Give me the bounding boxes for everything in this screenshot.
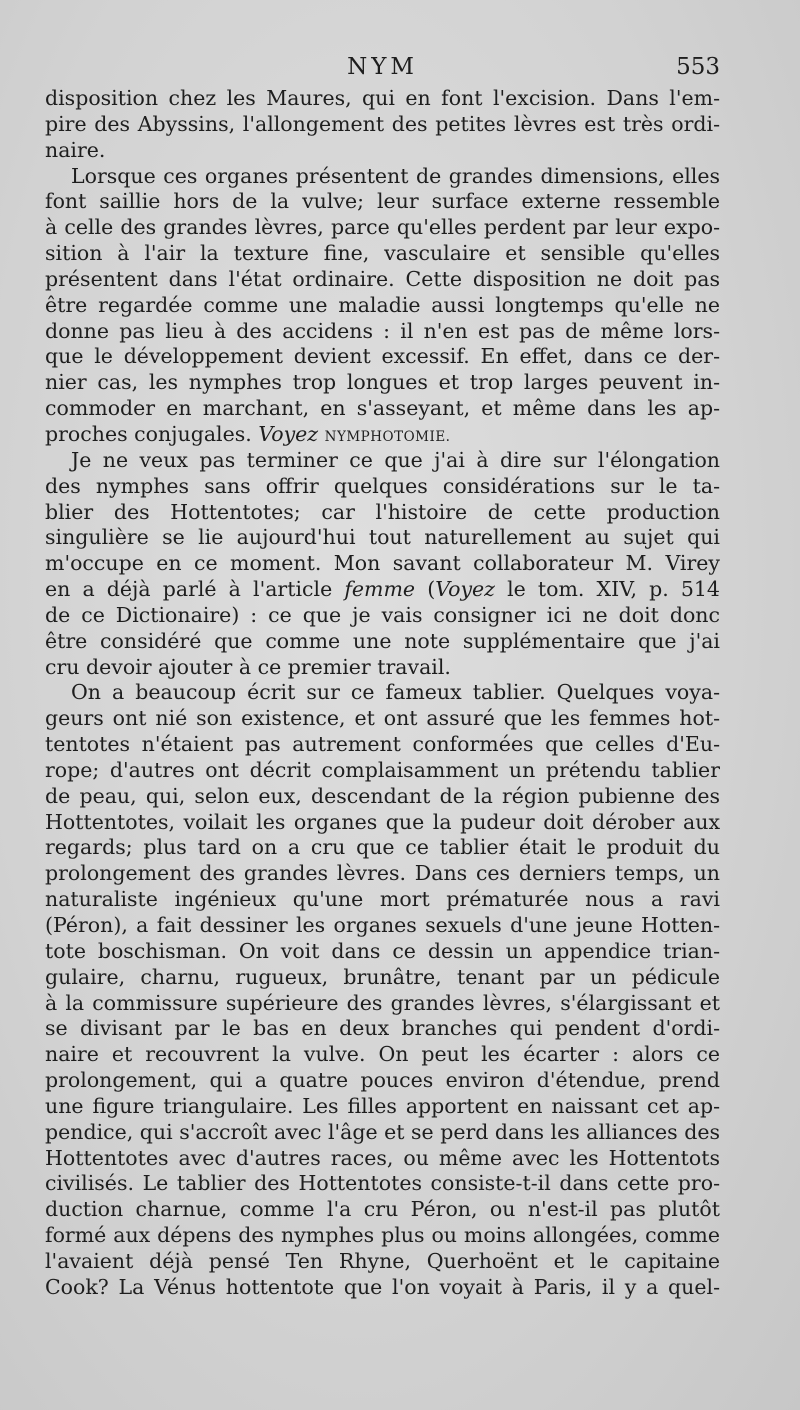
text-line: font saillie hors de la vulve; leur surface externe ressemble	[45, 189, 720, 214]
text-line: une figure triangulaire. Les filles apportent en naissant cet ap-	[45, 1093, 720, 1118]
text-line: de ce Dictionaire) : ce que je vais consigner ici ne doit donc	[45, 602, 720, 627]
text-line	[45, 422, 720, 448]
text-line: être regardée comme une maladie aussi longtemps qu'elle ne	[45, 292, 720, 317]
text-line: à la commissure supérieure des grandes lèvres, s'élargissant et	[45, 990, 720, 1015]
text-line: commoder en marchant, en s'asseyant, et même dans les ap-	[45, 396, 720, 421]
text-line: sition à l'air la texture fine, vasculaire et sensible qu'elles	[45, 241, 720, 266]
text-line: rope; d'autres ont décrit complaisamment un prétendu tablier	[45, 757, 720, 782]
text-line: que le développement devient excessif. En effet, dans ce der-	[45, 344, 720, 369]
text-line: blier des Hottentotes; car l'histoire de cette production	[45, 499, 720, 524]
text-line: des nymphes sans offrir quelques considérations sur le ta-	[45, 473, 720, 498]
text-line: m'occupe en ce moment. Mon savant collaborateur M. Virey	[45, 551, 720, 576]
text-line: Je ne veux pas terminer ce que j'ai à dire sur l'élongation	[71, 447, 720, 472]
text-line: singulière se lie aujourd'hui tout naturellement au sujet qui	[45, 525, 720, 550]
text-line: prolongement, qui a quatre pouces environ d'étendue, prend	[45, 1068, 720, 1093]
text-line: pendice, qui s'accroît avec l'âge et se perd dans les alliances des	[45, 1119, 720, 1144]
text-line: duction charnue, comme l'a cru Péron, ou n'est-il pas plutôt	[45, 1197, 720, 1222]
text-line: Cook? La Vénus hottentote que l'on voyait à Paris, il y a quel-	[45, 1274, 720, 1299]
text-line: être considéré que comme une note supplémentaire que j'ai	[45, 628, 720, 653]
page-header	[45, 54, 720, 88]
text-line: nier cas, les nymphes trop longues et trop larges peuvent in-	[45, 370, 720, 395]
text-fragment: en a déjà parlé à l'article	[45, 577, 333, 602]
text-line: On a beaucoup écrit sur ce fameux tablier. Quelques voya-	[71, 680, 720, 705]
text-line: l'avaient déjà pensé Ten Rhyne, Querhoënt et le capitaine	[45, 1248, 720, 1273]
text-line: pire des Abyssins, l'allongement des petites lèvres est très ordi-	[45, 111, 720, 136]
text-line: Hottentotes, voilait les organes que la pudeur doit dérober aux	[45, 809, 720, 834]
text-line: se divisant par le bas en deux branches qui pendent d'ordi-	[45, 1016, 720, 1041]
text-line: tote boschisman. On voit dans ce dessin un appendice trian-	[45, 938, 720, 963]
text-line: prolongement des grandes lèvres. Dans ces derniers temps, un	[45, 861, 720, 886]
article-reference: femme	[344, 577, 416, 602]
text-line: à celle des grandes lèvres, parce qu'elles perdent par leur expo-	[45, 215, 720, 240]
body-text	[45, 86, 720, 1301]
text-line: civilisés. Le tablier des Hottentotes consiste-t-il dans cette pro-	[45, 1171, 720, 1196]
text-line	[45, 577, 720, 603]
volume-reference: le tom. XIV, p. 514	[507, 577, 720, 602]
text-line: naire et recouvrent la vulve. On peut les écarter : alors ce	[45, 1042, 720, 1067]
text-line: formé aux dépens des nymphes plus ou moins allongées, comme	[45, 1223, 720, 1248]
text-line: (Péron), a fait dessiner les organes sexuels d'une jeune Hotten-	[45, 913, 720, 937]
text-line: cru devoir ajouter à ce premier travail.	[45, 654, 451, 679]
text-line: présentent dans l'état ordinaire. Cette disposition ne doit pas	[45, 266, 720, 291]
voyez-reference: Voyez	[258, 421, 319, 446]
text-line: naire.	[45, 137, 106, 162]
text-line: Hottentotes avec d'autres races, ou même avec les Hottentots	[45, 1145, 720, 1170]
text-fragment: (	[427, 577, 436, 602]
text-line: Lorsque ces organes présentent de grandes dimensions, elles	[71, 163, 720, 188]
text-line: geurs ont nié son existence, et ont assuré que les femmes hot-	[45, 706, 720, 731]
text-line: disposition chez les Maures, qui en font l'excision. Dans l'em-	[45, 86, 720, 110]
text-line: donne pas lieu à des accidens : il n'en est pas de même lors-	[45, 318, 720, 343]
text-line: regards; plus tard on a cru que ce tablier était le produit du	[45, 835, 720, 860]
text-fragment: proches conjugales.	[45, 421, 252, 446]
running-head: NYM	[347, 54, 418, 80]
text-line: de peau, qui, selon eux, descendant de la région pubienne des	[45, 783, 720, 808]
voyez-reference: Voyez	[435, 577, 495, 602]
text-line: gulaire, charnu, rugueux, brunâtre, tenant par un pédicule	[45, 964, 720, 989]
text-line: naturaliste ingénieux qu'une mort prématurée nous a ravi	[45, 887, 720, 912]
text-line: tentotes n'étaient pas autrement conformées que celles d'Eu-	[45, 732, 720, 757]
page-number: 553	[676, 54, 720, 80]
cross-reference-nymphotomie: NYMPHOTOMIE.	[324, 428, 451, 445]
